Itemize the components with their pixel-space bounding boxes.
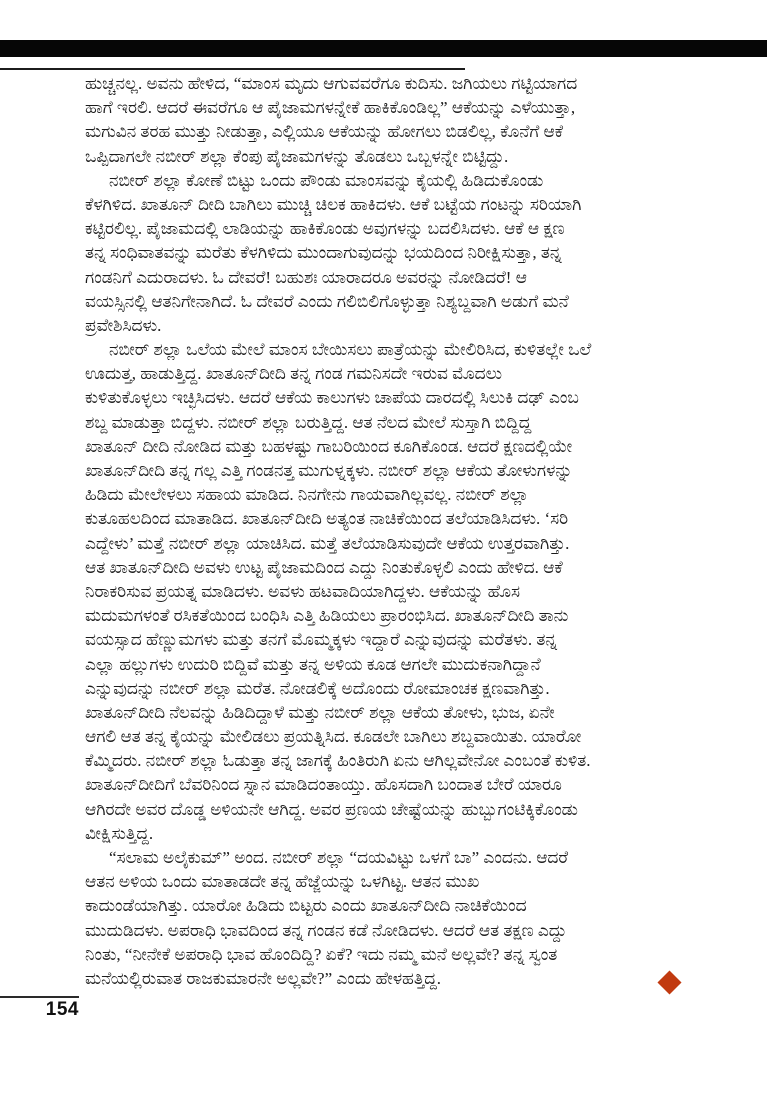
text-line: ವೀಕ್ಷಿಸುತ್ತಿದ್ದ. bbox=[85, 823, 154, 843]
text-line: ಮಗುವಿನ ತರಹ ಮುತ್ತು ನೀಡುತ್ತಾ, ಎಲ್ಲಿಯೂ ಆಕೆಯನ್ನು ಹೋಗಲು ಬಿಡಲಿಲ್ಲ, ಕೊನೆಗೆ ಆಕೆ bbox=[85, 122, 564, 142]
text-line: ಊದುತ್ತ, ಹಾಡುತ್ತಿದ್ದ. ಖಾತೂನ್‌ದೀದಿ ತನ್ನ ಗಂಡ ಗಮನಿಸದೇ ಇರುವ ಮೊದಲು bbox=[85, 364, 503, 384]
text-line: ನಿಂತು, “ನೀನೇಕೆ ಅಪರಾಧಿ ಭಾವ ಹೊಂದಿದ್ದಿ? ಏಕೆ? ಇದು ನಮ್ಮ ಮನೆ ಅಲ್ಲವೇ? ತನ್ನ ಸ್ವಂತ bbox=[85, 944, 558, 964]
footer-rule bbox=[0, 996, 79, 998]
text-line: ಎನ್ನುವುದನ್ನು ನಬೀರ್ ಶಲ್ಲಾ ಮರೆತ. ನೋಡಲಿಕ್ಕೆ ಅದೊಂದು ರೋಮಾಂಚಕ ಕ್ಷಣವಾಗಿತ್ತು. bbox=[85, 678, 550, 698]
text-line: ಒಪ್ಪಿದಾಗಲೇ ನಬೀರ್ ಶಲ್ಲಾ ಕೆಂಪು ಪೈಜಾಮಗಳನ್ನು ತೊಡಲು ಒಬ್ಬಳನ್ನೇ ಬಿಟ್ಟಿದ್ದು. bbox=[85, 146, 509, 166]
text-line: ಶಬ್ದ ಮಾಡುತ್ತಾ ಬಿದ್ದಳು. ನಬೀರ್ ಶಲ್ಲಾ ಬರುತ್ತಿದ್ದ. ಆತ ನೆಲದ ಮೇಲೆ ಸುಸ್ತಾಗಿ ಬಿದ್ದಿದ್ದ bbox=[85, 412, 532, 432]
text-line: ಗಂಡನಿಗೆ ಎದುರಾದಳು. ಓ ದೇವರೆ! ಬಹುಶಃ ಯಾರಾದರೂ ಅವರನ್ನು ನೋಡಿದರೆ! ಆ bbox=[85, 267, 527, 287]
text-line: ಕುತೂಹಲದಿಂದ ಮಾತಾಡಿದ. ಖಾತೂನ್‌ದೀದಿ ಅತ್ಯಂತ ನಾಚಿಕೆಯಿಂದ ತಲೆಯಾಡಿಸಿದಳು. ‘ಸರಿ bbox=[85, 509, 569, 529]
text-line: ಕೆಳಗಿಳಿದ. ಖಾತೂನ್ ದೀದಿ ಬಾಗಿಲು ಮುಚ್ಚಿ ಚಿಲಕ ಹಾಕಿದಳು. ಆಕೆ ಬಟ್ಟೆಯ ಗಂಟನ್ನು ಸರಿಯಾಗಿ bbox=[85, 194, 582, 214]
text-line: ತನ್ನ ಸಂಧಿವಾತವನ್ನು ಮರೆತು ಕೆಳಗಿಳಿದು ಮುಂದಾಗುವುದನ್ನು ಭಯದಿಂದ ನಿರೀಕ್ಷಿಸುತ್ತಾ, ತನ್ನ bbox=[85, 243, 562, 263]
text-line: ಖಾತೂನ್‌ದೀದಿಗೆ ಬೆವರಿನಿಂದ ಸ್ನಾನ ಮಾಡಿದಂತಾಯ್ತು. ಹೊಸದಾಗಿ ಬಂದಾತ ಬೇರೆ ಯಾರೂ bbox=[85, 775, 562, 795]
text-line: ಖಾತೂನ್‌ದೀದಿ ತನ್ನ ಗಲ್ಲ ಎತ್ತಿ ಗಂಡನತ್ತ ಮುಗುಳ್ನಕ್ಕಳು. ನಬೀರ್ ಶಲ್ಲಾ ಆಕೆಯ ತೋಳುಗಳನ್ನು bbox=[85, 461, 573, 480]
text-line: ಆಗಿರದೇ ಅವರ ದೊಡ್ಡ ಅಳಿಯನೇ ಆಗಿದ್ದ. ಅವರ ಪ್ರಣಯ ಚೇಷ್ಟೆಯನ್ನು ಹುಬ್ಬುಗಂಟಿಕ್ಕಿಕೊಂಡು bbox=[85, 799, 578, 819]
text-line: ಕೆಮ್ಮಿದರು. ನಬೀರ್ ಶಲ್ಲಾ ಓಡುತ್ತಾ ತನ್ನ ಜಾಗಕ್ಕೆ ಹಿಂತಿರುಗಿ ಏನು ಆಗಿಲ್ಲವೇನೋ ಎಂಬಂತೆ ಕುಳಿತ. bbox=[85, 751, 591, 771]
page-number: 154 bbox=[45, 999, 79, 1020]
text-line: ಖಾತೂನ್‌ದೀದಿ ನೆಲವನ್ನು ಹಿಡಿದಿದ್ದಾಳೆ ಮತ್ತು ನಬೀರ್ ಶಲ್ಲಾ ಆಕೆಯ ತೋಳು, ಭುಜ, ಏನೇ bbox=[85, 702, 555, 722]
text-line: ಕಟ್ಟಿರಲಿಲ್ಲ. ಪೈಜಾಮದಲ್ಲಿ ಲಾಡಿಯನ್ನು ಹಾಕಿಕೊಂಡು ಅವುಗಳನ್ನು ಬದಲಿಸಿದಳು. ಆಕೆ ಆ ಕ್ಷಣ bbox=[85, 219, 565, 239]
text-line: ಆತ ಖಾತೂನ್‌ದೀದಿ ಅವಳು ಉಟ್ಟ ಪೈಜಾಮದಿಂದ ಎದ್ದು ನಿಂತುಕೊಳ್ಳಲಿ ಎಂದು ಹೇಳಿದ. ಆಕೆ bbox=[85, 557, 563, 577]
text-line: ಮುದುಡಿದಳು. ಅಪರಾಧಿ ಭಾವದಿಂದ ತನ್ನ ಗಂಡನ ಕಡೆ ನೋಡಿದಳು. ಆದರೆ ಆತ ತಕ್ಷಣ ಎದ್ದು bbox=[85, 920, 567, 940]
text-line: ಕಾದುಂಡೆಯಾಗಿತ್ತು. ಯಾರೋ ಹಿಡಿದು ಬಿಟ್ಟರು ಎಂದು ಖಾತೂನ್‌ದೀದಿ ನಾಚಿಕೆಯಿಂದ bbox=[85, 896, 527, 916]
text-line: ನಿರಾಕರಿಸುವ ಪ್ರಯತ್ನ ಮಾಡಿದಳು. ಅವಳು ಹಟವಾದಿಯಾಗಿದ್ದಳು. ಆಕೆಯನ್ನು ಹೊಸ bbox=[85, 581, 520, 601]
text-line: ಕುಳಿತುಕೊಳ್ಳಲು ಇಚ್ಛಿಸಿದಳು. ಆದರೆ ಆಕೆಯ ಕಾಲುಗಳು ಚಾಪೆಯ ದಾರದಲ್ಲಿ ಸಿಲುಕಿ ದಢ್ ಎಂಬ bbox=[85, 388, 579, 408]
text-line: ಖಾತೂನ್ ದೀದಿ ನೋಡಿದ ಮತ್ತು ಬಹಳಷ್ಟು ಗಾಬರಿಯಿಂದ ಕೂಗಿಕೊಂಡ. ಆದರೆ ಕ್ಷಣದಲ್ಲಿಯೇ bbox=[85, 436, 573, 456]
text-line: ಆಗಲಿ ಆತ ತನ್ನ ಕೈಯನ್ನು ಮೇಲಿಡಲು ಪ್ರಯತ್ನಿಸಿದ. ಕೂಡಲೇ ಬಾಗಿಲು ಶಬ್ದವಾಯಿತು. ಯಾರೋ bbox=[85, 727, 582, 747]
text-line: ವಯಸ್ಸಿನಲ್ಲಿ ಆತನಿಗೇನಾಗಿದೆ. ಓ ದೇವರೆ ಎಂದು ಗಲಿಬಿಲಿಗೊಳ್ಳುತ್ತಾ ನಿಶ್ಯಬ್ದವಾಗಿ ಅಡುಗೆ ಮನೆ bbox=[85, 291, 569, 311]
text-line: ನಬೀರ್ ಶಲ್ಲಾ ಕೋಣೆ ಬಿಟ್ಟು ಒಂದು ಪೌಂಡು ಮಾಂಸವನ್ನು ಕೈಯಲ್ಲಿ ಹಿಡಿದುಕೊಂಡು bbox=[109, 170, 544, 190]
text-line: ಎದ್ದೇಳು’ ಮತ್ತೆ ನಬೀರ್ ಶಲ್ಲಾ ಯಾಚಿಸಿದ. ಮತ್ತೆ ತಲೆಯಾಡಿಸುವುದೇ ಆಕೆಯ ಉತ್ತರವಾಗಿತ್ತು. bbox=[85, 533, 570, 553]
scan-artifact-bar bbox=[0, 40, 767, 57]
body-text bbox=[85, 72, 703, 991]
header-rule bbox=[0, 68, 465, 70]
text-line: ಮದುಮಗಳಂತೆ ರಸಿಕತೆಯಿಂದ ಬಂಧಿಸಿ ಎತ್ತಿ ಹಿಡಿಯಲು ಪ್ರಾರಂಭಿಸಿದ. ಖಾತೂನ್‌ದೀದಿ ತಾನು bbox=[85, 606, 569, 626]
text-line: ಹುಚ್ಚನಲ್ಲ. ಅವನು ಹೇಳಿದ, “ಮಾಂಸ ಮೃದು ಆಗುವವರೆಗೂ ಕುದಿಸು. ಜಗಿಯಲು ಗಟ್ಟಿಯಾಗದ bbox=[85, 74, 578, 93]
text-line: ಹಾಗೆ ಇರಲಿ. ಆದರೆ ಈವರೆಗೂ ಆ ಪೈಜಾಮಗಳನ್ನೇಕೆ ಹಾಕಿಕೊಂಡಿಲ್ಲ” ಆಕೆಯನ್ನು ಎಳೆಯುತ್ತಾ, bbox=[85, 98, 576, 118]
text-line: ಪ್ರವೇಶಿಸಿದಳು. bbox=[85, 315, 162, 335]
text-line: ಮನೆಯಲ್ಲಿರುವಾತ ರಾಜಕುಮಾರನೇ ಅಲ್ಲವೇ?” ಎಂದು ಹೇಳಹತ್ತಿದ್ದ. bbox=[85, 968, 442, 988]
text-line: “ಸಲಾಮ ಅಲೈಕುಮ್” ಅಂದ. ನಬೀರ್ ಶಲ್ಲಾ “ದಯವಿಟ್ಟು ಒಳಗೆ ಬಾ” ಎಂದನು. ಆದರೆ bbox=[109, 848, 569, 867]
text-line: ವಯಸ್ಸಾದ ಹೆಣ್ಣುಮಗಳು ಮತ್ತು ತನಗೆ ಮೊಮ್ಮಕ್ಕಳು ಇದ್ದಾರೆ ಎನ್ನುವುದನ್ನು ಮರೆತಳು. ತನ್ನ bbox=[85, 630, 558, 650]
text-line: ನಬೀರ್ ಶಲ್ಲಾ ಒಲೆಯ ಮೇಲೆ ಮಾಂಸ ಬೇಯಿಸಲು ಪಾತ್ರೆಯನ್ನು ಮೇಲಿರಿಸಿದ, ಕುಳಿತಲ್ಲೇ ಒಲೆ bbox=[109, 340, 592, 360]
text-line: ಆತನ ಅಳಿಯ ಒಂದು ಮಾತಾಡದೇ ತನ್ನ ಹೆಜ್ಜೆಯನ್ನು ಒಳಗಿಟ್ಟ. ಆತನ ಮುಖ bbox=[85, 872, 480, 892]
text-line: ಹಿಡಿದು ಮೇಲೇಳಲು ಸಹಾಯ ಮಾಡಿದ. ನಿನಗೇನು ಗಾಯವಾಗಿಲ್ಲವಲ್ಲ. ನಬೀರ್ ಶಲ್ಲಾ bbox=[85, 485, 529, 505]
text-line: ಎಲ್ಲಾ ಹಲ್ಲುಗಳು ಉದುರಿ ಬಿದ್ದಿವೆ ಮತ್ತು ತನ್ನ ಅಳಿಯ ಕೂಡ ಆಗಲೇ ಮುದುಕನಾಗಿದ್ದಾನೆ bbox=[85, 654, 541, 674]
